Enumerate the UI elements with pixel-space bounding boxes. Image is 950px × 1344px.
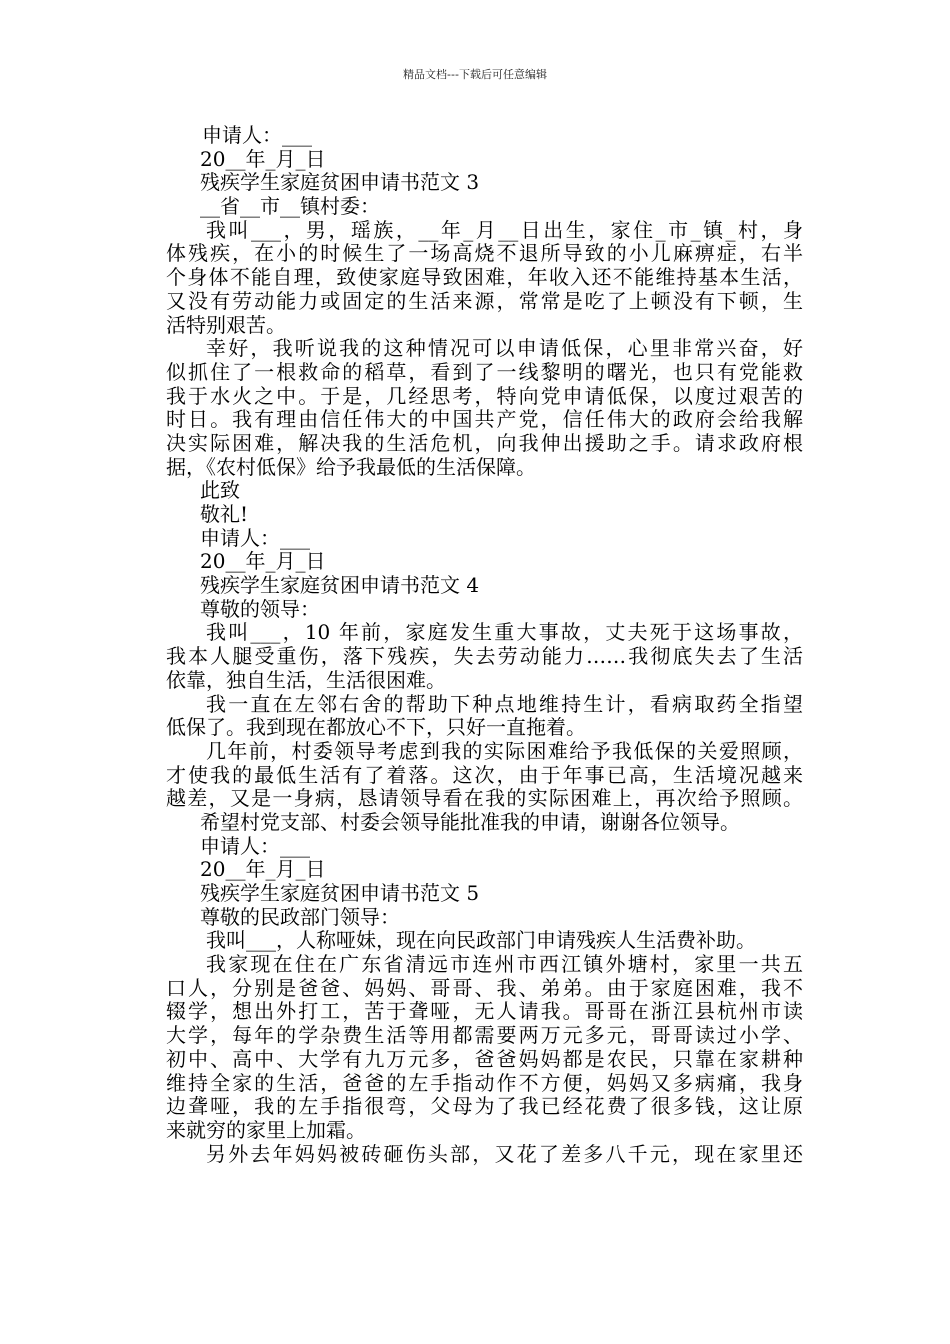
text-line: 残疾学生家庭贫困申请书范文 4 — [200, 573, 480, 598]
text-line: 我本人腿受重伤，落下残疾，失去劳动能力……我彻底失去了生活 — [166, 645, 803, 669]
document-body — [0, 124, 950, 1166]
text-line: 似抓住了一根救命的稻草，看到了一线黎明的曙光，也只有党能救 — [166, 360, 803, 384]
text-line: 体残疾，在小的时候生了一场高烧不退所导致的小儿麻痹症，右半 — [166, 242, 803, 266]
text-line: 决实际困难，解决我的生活危机，向我伸出援助之手。请求政府根 — [166, 431, 803, 455]
text-line: 我家现在住在广东省清远市连州市西江镇外塘村，家里一共五 — [206, 953, 803, 977]
text-line: 个身体不能自理，致使家庭导致困难，年收入还不能维持基本生活， — [166, 266, 803, 290]
text-line: 又没有劳动能力或固定的生活来源，常常是吃了上顿没有下顿，生 — [166, 289, 803, 313]
text-line: 几年前，村委领导考虑到我的实际困难给予我低保的关爱照顾， — [206, 739, 803, 763]
text-line: 辍学，想出外打工，苦于聋哑，无人请我。哥哥在浙江县杭州市读 — [166, 1000, 803, 1024]
text-line: 尊敬的领导： — [200, 596, 320, 621]
text-line: 申请人：___ — [200, 525, 310, 550]
text-line: 残疾学生家庭贫困申请书范文 5 — [200, 881, 480, 905]
text-line: 来就穷的家里上加霜。 — [166, 1117, 366, 1142]
text-line: 时日。我有理由信任伟大的中国共产党，信任伟大的政府会给我解 — [166, 408, 803, 432]
text-line: 申请人：___ — [202, 123, 312, 147]
text-line: 维持全家的生活，爸爸的左手指动作不方便，妈妈又多病痛，我身 — [166, 1071, 803, 1095]
page-header: 精品文档---下载后可任意编辑 — [403, 68, 547, 81]
text-line: 此致 — [200, 478, 240, 503]
text-line: 据，《农村低保》给予我最低的生活保障。 — [166, 454, 536, 479]
text-line: __省__市__镇村委： — [200, 194, 380, 219]
text-line: 口人，分别是爸爸、妈妈、哥哥、我、弟弟。由于家庭困难，我不 — [166, 976, 803, 1000]
text-line: 另外去年妈妈被砖砸伤头部，又花了差多八千元，现在家里还 — [206, 1142, 803, 1166]
text-line: 20__年_月_日 — [200, 549, 326, 574]
text-line: 20__年_月_日 — [200, 146, 326, 171]
text-line: 我叫___，人称哑妹，现在向民政部门申请残疾人生活费补助。 — [206, 928, 756, 953]
text-line: 大学，每年的学杂费生活等用都需要两万元多元，哥哥读过小学、 — [166, 1024, 803, 1048]
text-line: 我于水火之中。于是，几经思考，特向党申请低保，以度过艰苦的 — [166, 384, 803, 408]
text-line: 依靠，独自生活，生活很困难。 — [166, 667, 446, 692]
text-line: 敬礼! — [200, 502, 249, 526]
text-line: 活特别艰苦。 — [166, 312, 286, 337]
text-line: 我一直在左邻右舍的帮助下种点地维持生计，看病取药全指望 — [206, 692, 803, 716]
text-line: 我叫___，男，瑶族，__年_月__日出生，家住_市_镇_村，身 — [206, 218, 803, 242]
text-line: 希望村党支部、村委会领导能批准我的申请，谢谢各位领导。 — [200, 809, 740, 834]
text-line: 20__年_月_日 — [200, 857, 326, 882]
text-line: 才使我的最低生活有了着落。这次，由于年事已高，生活境况越来 — [166, 763, 803, 787]
text-line: 残疾学生家庭贫困申请书范文 3 — [200, 170, 480, 195]
text-line: 幸好，我听说我的这种情况可以申请低保，心里非常兴奋，好 — [206, 337, 803, 361]
text-line: 边聋哑，我的左手指很弯，父母为了我已经花费了很多钱，这让原 — [166, 1095, 803, 1119]
text-line: 申请人：___ — [200, 833, 310, 858]
text-line: 越差，又是一身病，恳请领导看在我的实际困难上，再次给予照顾。 — [166, 787, 803, 811]
text-line: 初中、高中、大学有九万元多，爸爸妈妈都是农民，只靠在家耕种 — [166, 1047, 803, 1071]
text-line: 尊敬的民政部门领导： — [200, 904, 400, 929]
text-line: 我叫___，10 年前，家庭发生重大事故，丈夫死于这场事故， — [206, 621, 803, 645]
text-line: 低保了。我到现在都放心不下，只好一直拖着。 — [166, 715, 586, 740]
